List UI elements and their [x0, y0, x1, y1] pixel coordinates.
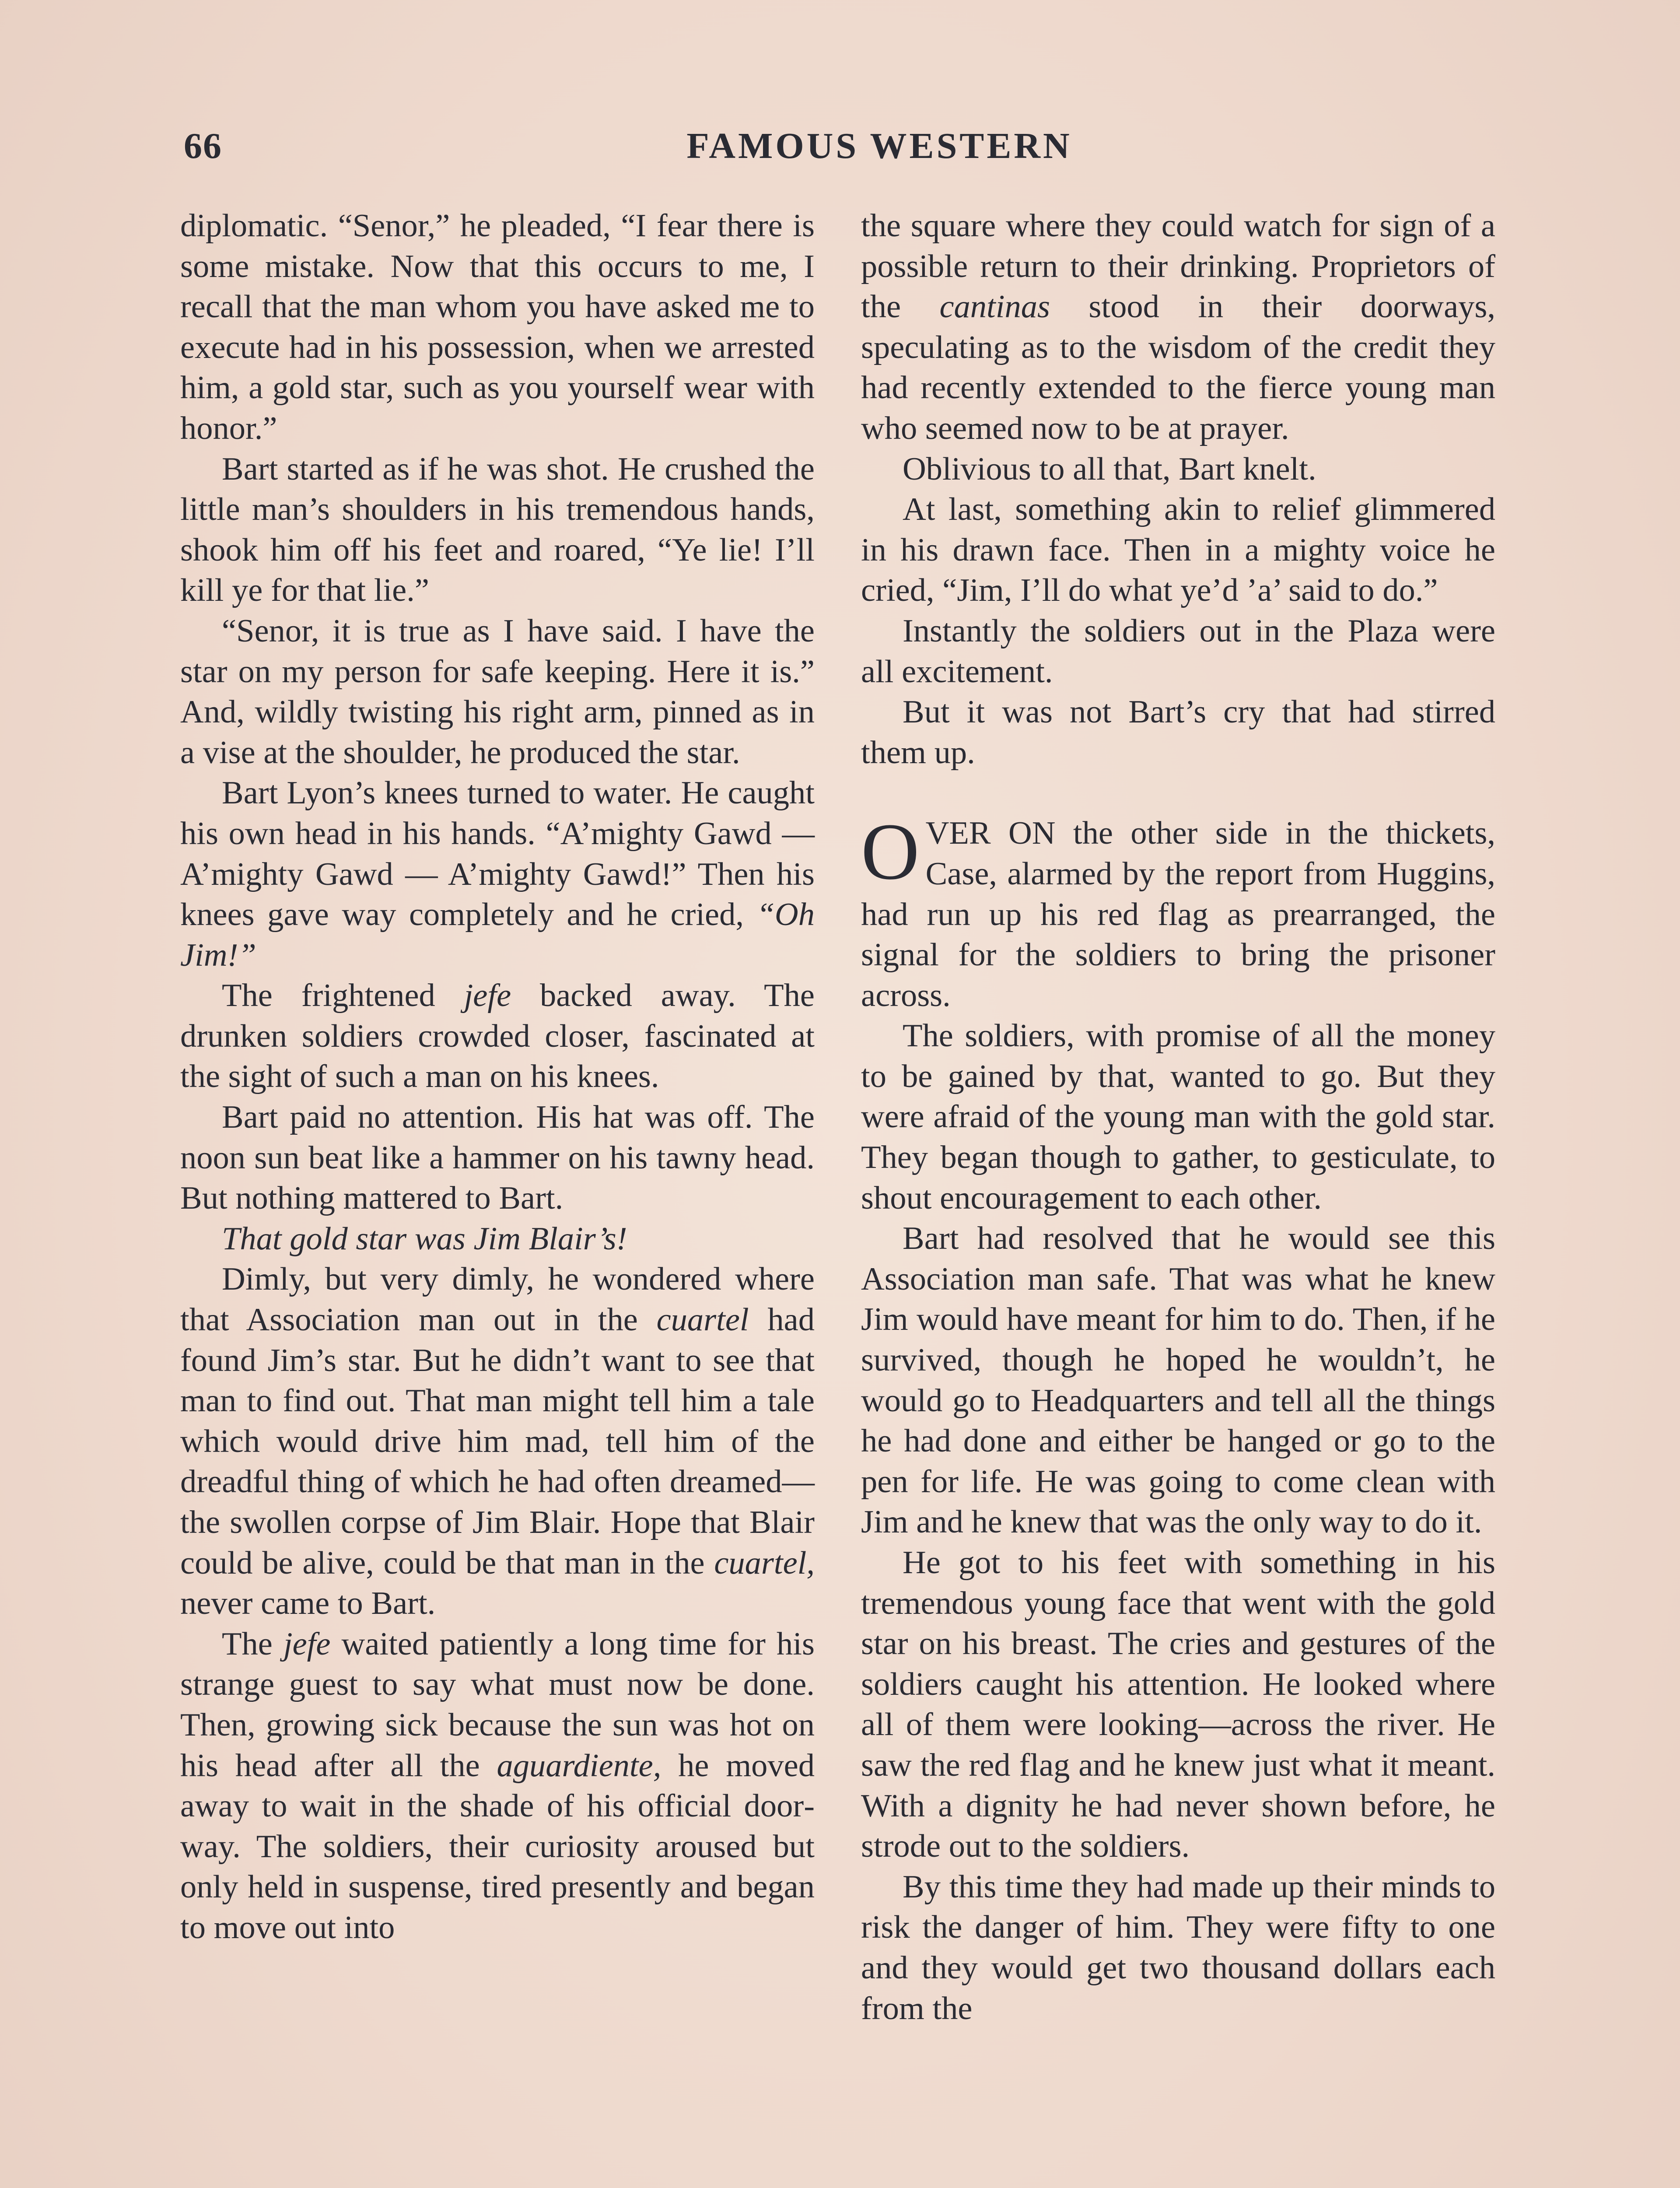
paragraph: He got to his feet with something in his tremendous young face that went with the gold star on his breast. The cries and gestures of the soldiers caught his attention. He looked where all of them were looking—across the river. He saw the red flag and he knew just what it meant. With a dignity he had never shown before, he strode out to the soldiers.	[861, 1545, 1495, 1865]
paragraph: The soldiers, with promise of all the money to be gained by that, wanted to go. But they were afraid of the young man with the gold star. They began though to gather, to gesticulate, to shout encouragement to each other.	[861, 1018, 1495, 1216]
paragraph-text: the square where they could watch for sign of a possible return to their drinking. Proprietors of the	[861, 208, 1495, 325]
paragraph-text: never came to Bart.	[180, 1585, 436, 1622]
paragraph-text: Dimly, but very dimly, he wondered where that Association man out in the	[180, 1261, 815, 1338]
running-head: FAMOUS WESTERN	[686, 126, 1072, 166]
right-column	[861, 206, 1495, 2029]
paragraph	[861, 206, 1495, 449]
italic-text: cuartel	[656, 1302, 749, 1338]
section-opening-paragraph	[861, 807, 1495, 1016]
paragraph	[180, 1624, 815, 1948]
paragraph	[180, 1219, 815, 1259]
italic-text: jefe	[283, 1626, 331, 1662]
paragraph	[180, 773, 815, 975]
page-number: 66	[184, 126, 222, 166]
paragraph	[180, 975, 815, 1097]
italic-text: cantinas	[939, 289, 1050, 325]
italic-text: aguardiente,	[497, 1747, 662, 1784]
paragraph: Bart had resolved that he would see this Association man safe. That was what he knew Jim would have meant for him to do. Then, if he survived, though he hoped he wouldn’t, he would go to Headquarters and tell all the things he had done and either be hanged or go to the pen for life. He was going to come clean with Jim and he knew that was the only way to do it.	[861, 1220, 1495, 1540]
paragraph-text: stood in their doorways, speculating as to the wisdom of the credit they had recently extended to the fierce young man who seemed now to be at prayer.	[861, 289, 1495, 446]
italic-text: cuartel,	[714, 1545, 815, 1581]
italic-text: jefe	[464, 978, 511, 1014]
paragraph: Bart started as if he was shot. He crushed the little man’s shoulders in his tremendous hands, shook him off his feet and roared, “Ye lie! I’ll kill ye for that lie.”	[180, 451, 815, 609]
paragraph: Instantly the soldiers out in the Plaza were all excitement.	[861, 613, 1495, 690]
italic-text: “Oh Jim!”	[180, 897, 815, 973]
paragraph: At last, something akin to relief glimmered in his drawn face. Then in a mighty voice he cried, “Jim, I’ll do what ye’d ’a’ said to do.”	[861, 491, 1495, 609]
paragraph-text: Bart Lyon’s knees turned to water. He caught his own head in his hands. “A’mighty Gawd — A’mighty Gawd — A’mighty Gawd!” Then his knees gave way completely and he cried,	[180, 775, 815, 933]
paragraph: Bart paid no attention. His hat was off. The noon sun beat like a hammer on his tawny head. But nothing mattered to Bart.	[180, 1099, 815, 1217]
paragraph: “Senor, it is true as I have said. I have the star on my person for safe keeping. Here it is.” And, wildly twisting his right arm, pinned as in a vise at the shoulder, he produced the star.	[180, 613, 815, 771]
paragraph-text: The frightened	[222, 978, 464, 1014]
paragraph: diplomatic. “Senor,” he pleaded, “I fear there is some mistake. Now that this occurs to me, I recall that the man whom you have asked me to execute had in his possession, when we arrested him, a gold star, such as you yourself wear with honor.”	[180, 208, 815, 446]
drop-cap: O	[861, 807, 920, 897]
paragraph-text: The	[222, 1626, 284, 1662]
paragraph-text: waited patiently a long time for his strange guest to say what must now be done. Then, growing sick because the sun was hot on his head after all the	[180, 1626, 815, 1784]
paragraph-text: he moved away to wait in the shade of his official doorway. The soldiers, their curiosity aroused but only held in suspense, tired presently and began to move out into	[180, 1747, 815, 1946]
paragraph-text: backed away. The drunken soldiers crowded closer, fascinated at the sight of such a man on his knees.	[180, 978, 815, 1095]
italic-text: That gold star was Jim Blair’s!	[222, 1220, 627, 1257]
left-column	[180, 206, 815, 1948]
paragraph-text: had found Jim’s star. But he didn’t want to see that man to find out. That man might tell him a tale which would drive him mad, tell him of the dreadful thing of which he had often dreamed—the swollen corpse of Jim Blair. Hope that Blair could be alive, could be that man in the	[180, 1302, 815, 1581]
page-header	[184, 125, 1496, 173]
paragraph-text: VER ON the other side in the thickets, Case, alarmed by the report from Huggins, had run up his red flag as prearranged, the signal for the soldiers to bring the prisoner across.	[861, 815, 1495, 1013]
paragraph	[180, 1259, 815, 1623]
paragraph: By this time they had made up their minds to risk the danger of him. They were fifty to one and they would get two thousand dollars each from the	[861, 1869, 1495, 2027]
paragraph: But it was not Bart’s cry that had stirred them up.	[861, 694, 1495, 771]
paragraph: Oblivious to all that, Bart knelt.	[903, 451, 1316, 487]
